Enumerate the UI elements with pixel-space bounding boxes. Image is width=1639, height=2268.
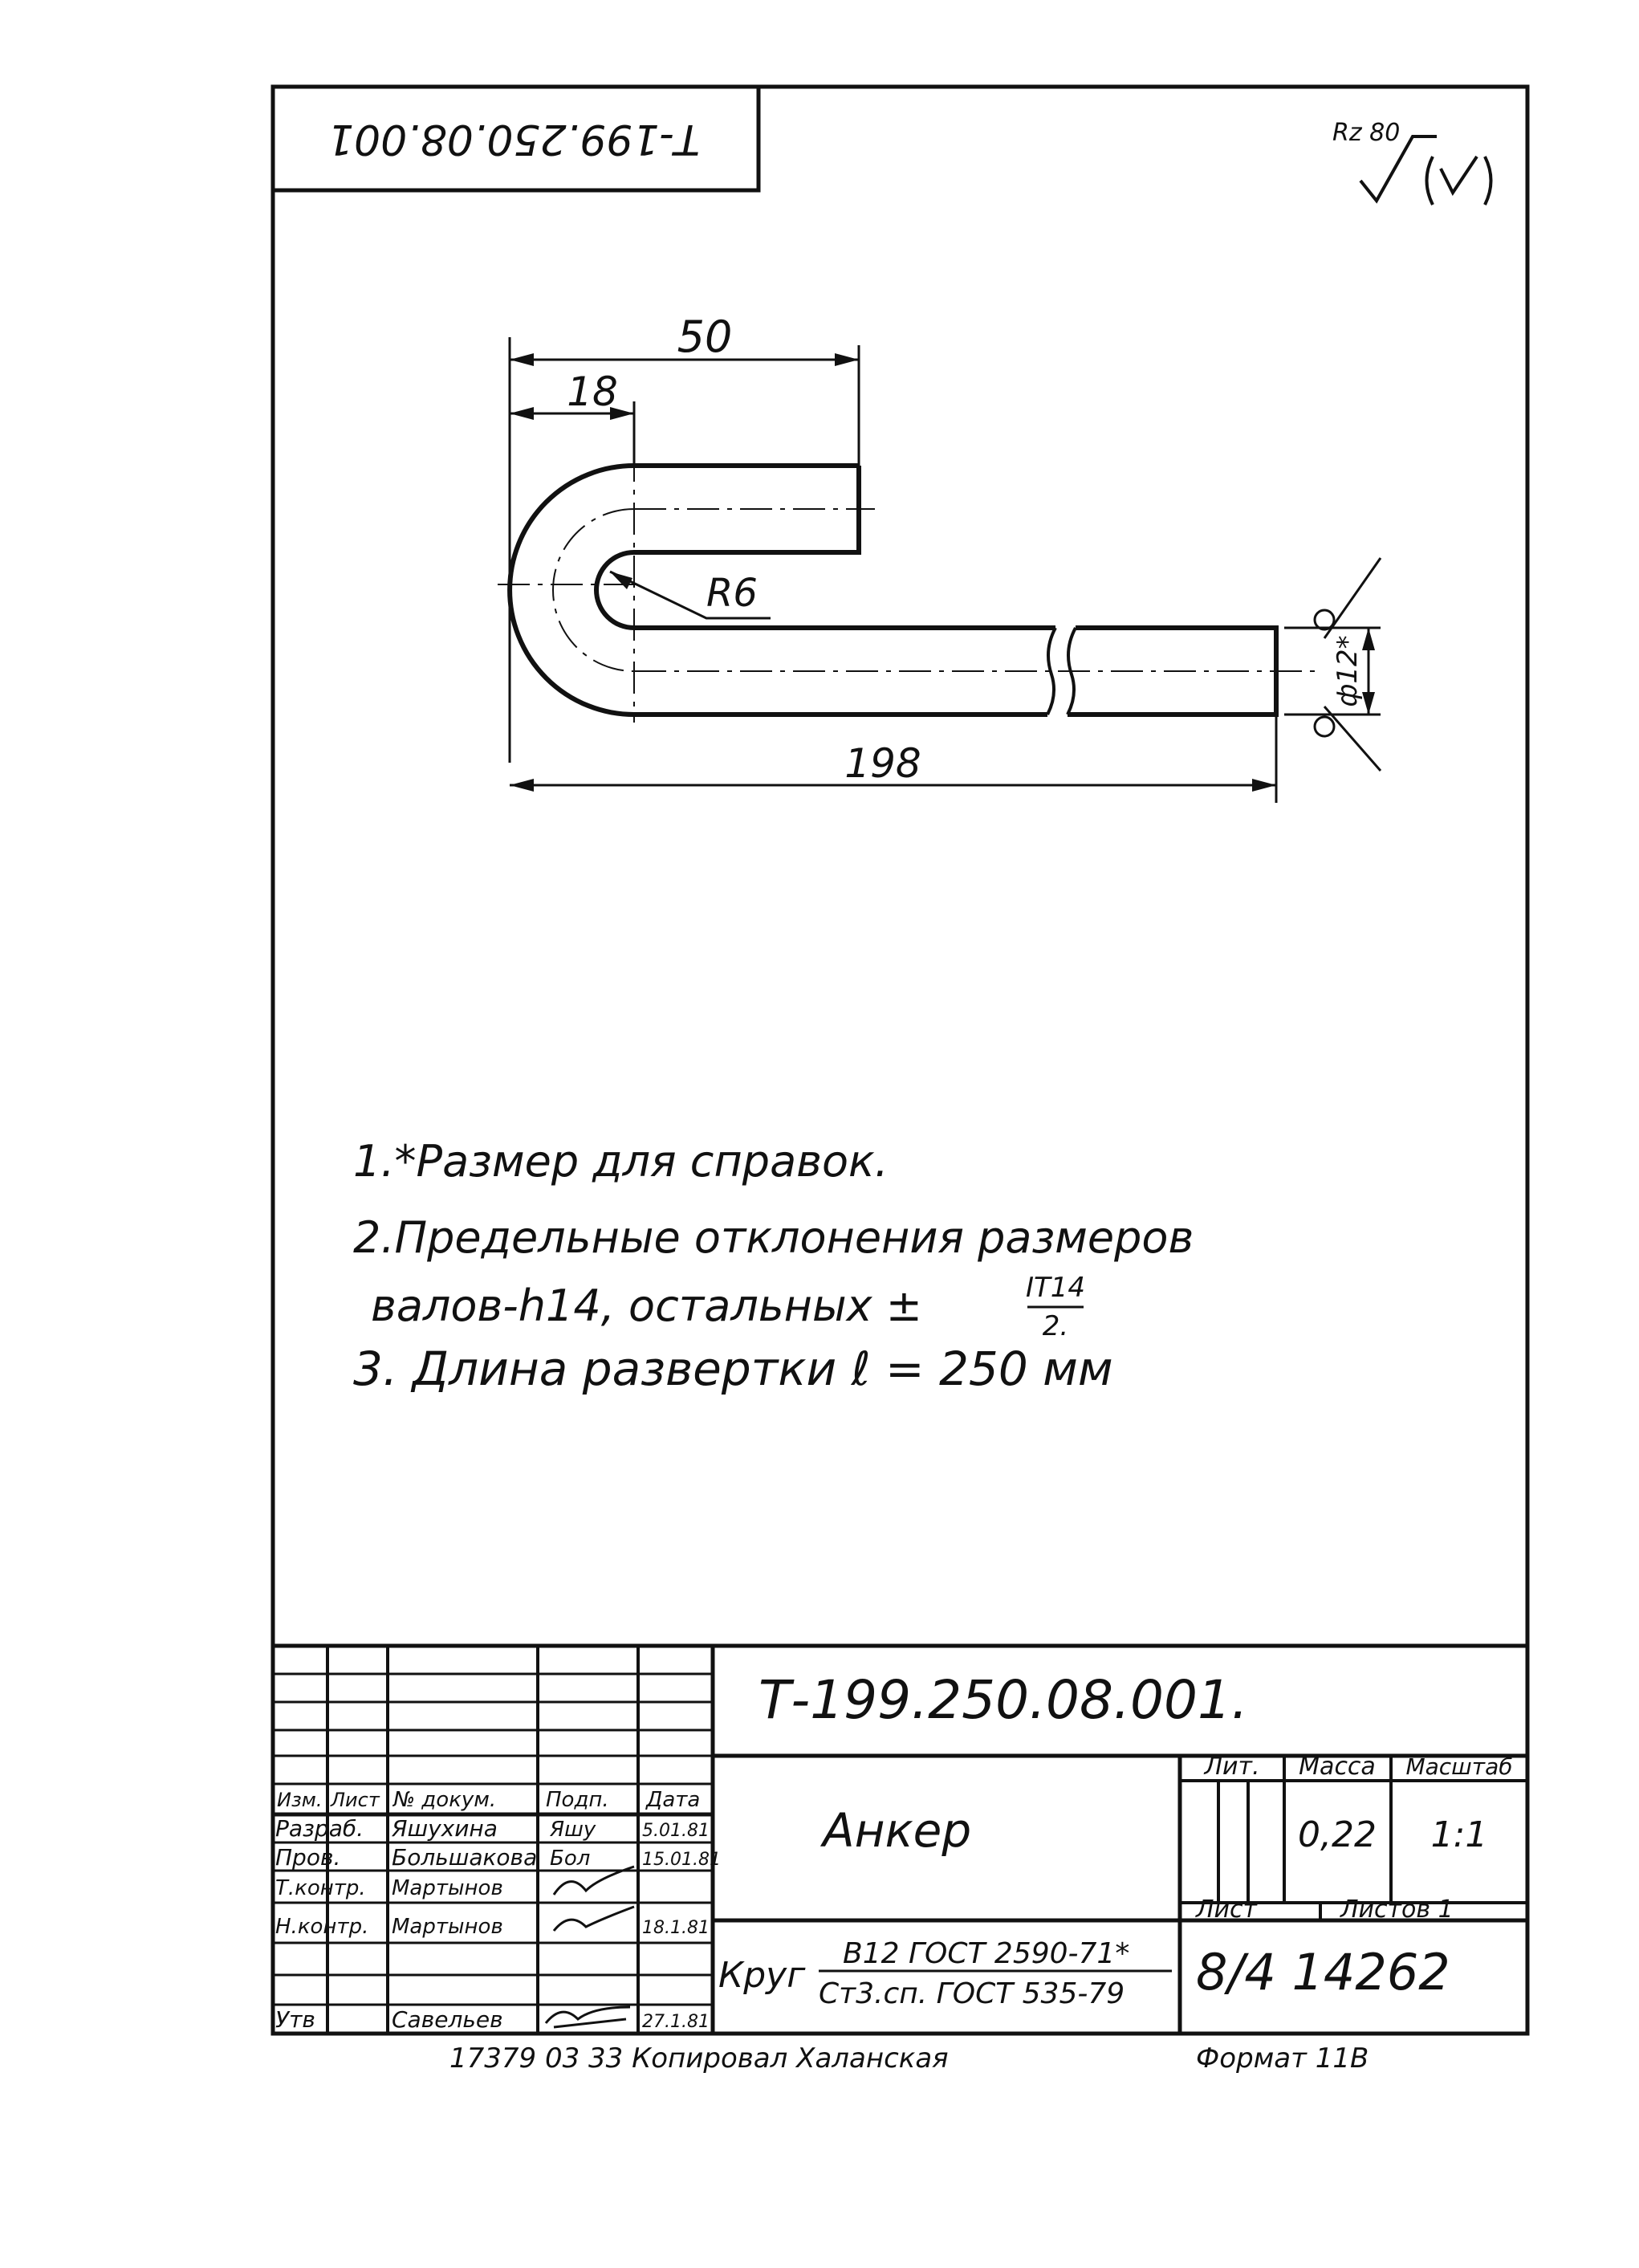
row-sign: Бол: [550, 1847, 591, 1871]
col-sign: Подп.: [546, 1788, 609, 1812]
row-role: Пров.: [275, 1844, 341, 1871]
row-name: Большакова: [392, 1844, 538, 1871]
row-name: Мартынов: [392, 1915, 503, 1939]
row-sign: Яшу: [550, 1818, 596, 1842]
note-line-3: валов-h14, остальных ±: [371, 1281, 922, 1331]
row-role: Разраб.: [275, 1815, 364, 1842]
row-role: Н.контр.: [275, 1915, 369, 1939]
header-lit: Лит.: [1204, 1753, 1260, 1781]
signature-mark: [546, 2007, 630, 2027]
mass-value: 0,22: [1298, 1814, 1377, 1855]
roughness-value: Rz 80: [1332, 119, 1401, 147]
note-fraction-num: IT14: [1025, 1272, 1086, 1304]
material-bottom: Ст3.сп. ГОСТ 535-79: [819, 1977, 1125, 2010]
dim-bend-width: 18: [567, 368, 618, 415]
scale-value: 1:1: [1430, 1814, 1488, 1855]
title-block: [273, 1646, 1527, 2034]
top-stamp-text: Т-199.250.08.001: [327, 115, 701, 163]
row-date: 27.1.81: [642, 2012, 710, 2032]
header-scale: Масштаб: [1405, 1753, 1513, 1780]
row-date: 5.01.81: [642, 1821, 710, 1841]
dim-overall-length: 198: [844, 740, 921, 787]
signature-mark: [554, 1907, 634, 1931]
col-izm: Изм.: [277, 1789, 323, 1811]
row-name: Яшухина: [392, 1815, 498, 1842]
bracket-check-icon: [1427, 157, 1491, 205]
row-name: Мартынов: [392, 1876, 503, 1900]
header-sheets: Листов 1: [1340, 1895, 1454, 1924]
note-line-1: 1.*Размер для справок.: [353, 1136, 889, 1187]
roughness-symbol: [1332, 119, 1491, 205]
top-stamp: [273, 87, 758, 190]
designation: Т-199.250.08.001.: [758, 1669, 1248, 1731]
row-date: 15.01.81: [642, 1850, 721, 1870]
row-date: 18.1.81: [642, 1918, 710, 1938]
part-name: Анкер: [823, 1803, 972, 1858]
row-name: Савельев: [392, 2006, 503, 2033]
header-mass: Масса: [1299, 1753, 1376, 1781]
col-list: Лист: [331, 1789, 380, 1811]
dim-total-width: 50: [677, 311, 733, 362]
part-outline: [510, 466, 1276, 715]
row-role: Утв: [275, 2006, 315, 2033]
note-line-2: 2.Предельные отклонения размеров: [353, 1212, 1194, 1263]
footer-format: Формат 11В: [1196, 2042, 1369, 2075]
sheet-frame: [273, 87, 1527, 2034]
footer-copyist: 17379 03 33 Копировал Халанская: [449, 2042, 949, 2075]
document-code: 8/4 14262: [1196, 1943, 1450, 2001]
dim-radius: R6: [706, 571, 758, 616]
row-role: Т.контр.: [275, 1876, 366, 1900]
note-line-4: 3. Длина развертки ℓ = 250 мм: [353, 1342, 1113, 1396]
col-doc: № докум.: [393, 1788, 497, 1812]
material-top: B12 ГОСТ 2590-71*: [843, 1937, 1130, 1970]
center-line: [498, 450, 1316, 723]
header-sheet: Лист: [1196, 1895, 1258, 1924]
note-fraction-den: 2.: [1042, 1310, 1069, 1342]
material-prefix: Круг: [718, 1955, 806, 1996]
col-date: Дата: [646, 1788, 701, 1812]
part-drawing: [498, 311, 1381, 803]
dim-diameter: ф12*: [1332, 635, 1364, 707]
technical-notes: [353, 1136, 1194, 1396]
